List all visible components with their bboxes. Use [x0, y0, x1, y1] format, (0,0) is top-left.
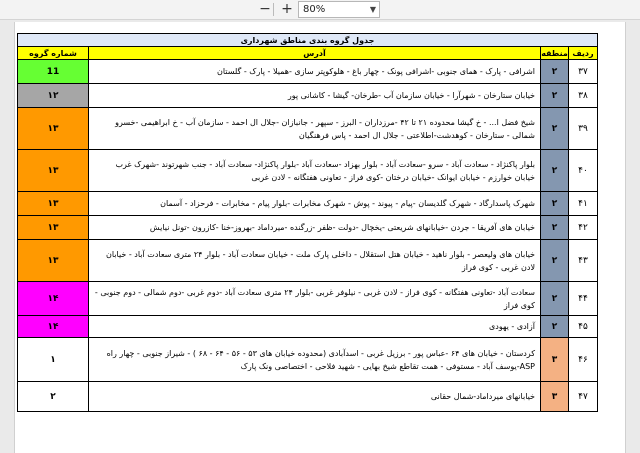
- header-zone: منطقه: [541, 48, 568, 58]
- group-cell: ۱۴: [18, 282, 89, 316]
- address-cell: خیابان های ولیعصر - بلوار ناهید - خیابان هتل استقلال - داخلی پارک ملت - خیابان سعادت آباد - بلوار ۲۴ متری سعادت آباد - خیابان لادن غربی - کوی فراز: [89, 240, 541, 282]
- header-address: آدرس: [89, 47, 541, 60]
- table-row: [18, 108, 598, 150]
- zoom-out-button[interactable]: −: [259, 1, 271, 17]
- row-number: ۳۸: [569, 84, 598, 108]
- group-cell: ۱۳: [18, 216, 89, 240]
- zone-cell: ۲: [541, 192, 569, 216]
- zoom-in-button[interactable]: +: [281, 1, 293, 17]
- table-row: [18, 382, 598, 412]
- header-row-no: ردیف: [569, 47, 598, 60]
- address-cell: خیابان ستارخان - شهرآرا - خیابان سازمان آب -طرخان- گیشا - کاشانی پور: [89, 84, 541, 108]
- table-title: جدول گروه بندی مناطق شهرداری: [18, 34, 598, 47]
- row-number: ۴۶: [569, 338, 598, 382]
- table-row: [18, 316, 598, 338]
- row-number: ۴۷: [569, 382, 598, 412]
- group-cell: ۲: [18, 382, 89, 412]
- address-cell: خیابان های آفریقا - جردن -خیابانهای شریعتی -یخچال -دولت -ظفر -زرگنده -میرداماد -بهروز-خنا -کازرون -تونل نیایش: [89, 216, 541, 240]
- group-cell: ۱۳: [18, 240, 89, 282]
- table-row: [18, 60, 598, 84]
- zone-cell: ۲: [541, 316, 569, 338]
- row-number: ۴۰: [569, 150, 598, 192]
- address-cell: اشرافی - پارک - همای جنوبی -اشرافی پونک - چهار باغ - هلوکوپتر سازی -همیلا - پارک - گلستان: [89, 60, 541, 84]
- table-row: [18, 84, 598, 108]
- zoom-value: 80%: [303, 4, 326, 15]
- zone-cell: ۲: [541, 84, 569, 108]
- zoom-select[interactable]: [298, 1, 380, 18]
- group-cell: ۱۳: [18, 192, 89, 216]
- row-number: ۳۹: [569, 108, 598, 150]
- group-cell: 11: [18, 60, 89, 84]
- pdf-toolbar: [0, 0, 640, 20]
- table-row: [18, 192, 598, 216]
- address-cell: کردستان - خیابان های ۶۴ -عباس پور - برزیل غربی - اسدآبادی (محدوده خیابان های ۵۳ - ۵۶ - ۶۴ - ۶۸ ) - شیراز جنوبی - چهار راه ASP-یوسف آباد - مستوفی - همت تقاطع شیخ بهایی - شهید فلاحی - اختصاصی ونک پارک: [89, 338, 541, 382]
- zone-cell: ۲: [541, 60, 569, 84]
- table-header-row: [18, 47, 598, 60]
- header-group: شماره گروه: [18, 47, 89, 60]
- row-number: ۴۳: [569, 240, 598, 282]
- group-cell: ۱۴: [18, 316, 89, 338]
- table-row: [18, 150, 598, 192]
- zone-cell: ۳: [541, 382, 569, 412]
- zone-cell: ۲: [541, 108, 569, 150]
- address-cell: آزادی - یهودی: [89, 316, 541, 338]
- group-cell: ۱۲: [18, 84, 89, 108]
- table-title-row: [18, 34, 598, 47]
- row-number: ۴۵: [569, 316, 598, 338]
- address-cell: شهرک پاسدارگاد - شهرک گلدیسان -پیام - پیوند - پوش - شهرک مخابرات -بلوار پیام - مخابرات - فرحزاد - آسمان: [89, 192, 541, 216]
- group-cell: ۱: [18, 338, 89, 382]
- table-row: [18, 338, 598, 382]
- address-cell: سعادت آباد -تعاونی هفتگانه - کوی فراز - لادن غربی - نیلوفر غربی -بلوار ۲۴ متری سعادت آباد -دوم غربی -دوم شمالی - دوم جنوبی - کوی فراز: [89, 282, 541, 316]
- address-cell: بلوار پاکنژاد - سعادت آباد - سرو -سعادت آباد - بلوار بهزاد -سعادت آباد -بلوار پاکنژاد- سعادت آباد - جنب شهرتوند -شهرک غرب خیابان خوارزم - خیابان ایوانک -خیابان درختان -کوی فراز - تعاونی هفتگانه - لادن غربی: [89, 150, 541, 192]
- zone-cell: ۳: [541, 338, 569, 382]
- group-cell: ۱۳: [18, 108, 89, 150]
- chevron-down-icon: ▼: [369, 5, 376, 14]
- toolbar-divider: [273, 3, 274, 16]
- address-cell: خیابانهای میرداماد-شمال حقانی: [89, 382, 541, 412]
- zone-cell: ۲: [541, 150, 569, 192]
- address-cell: شیخ فضل ا... - خ گیشا محدوده ۲۱ تا ۴۲ -مرزداران - البرز - سپهر - جانبازان -جلال ال احمد - سازمان آب - خ ابراهیمی -خسرو شمالی - ستارخان - کوهدشت-اطلاعتی - جلال ال احمد - پاس فرهنگیان: [89, 108, 541, 150]
- zone-cell: ۲: [541, 240, 569, 282]
- zone-cell: ۲: [541, 216, 569, 240]
- table-row: [18, 216, 598, 240]
- table-row: [18, 240, 598, 282]
- row-number: ۴۱: [569, 192, 598, 216]
- row-number: ۳۷: [569, 60, 598, 84]
- group-cell: ۱۳: [18, 150, 89, 192]
- row-number: ۴۲: [569, 216, 598, 240]
- row-number: ۴۴: [569, 282, 598, 316]
- table-row: [18, 282, 598, 316]
- zone-cell: ۲: [541, 282, 569, 316]
- district-group-table: [17, 33, 598, 412]
